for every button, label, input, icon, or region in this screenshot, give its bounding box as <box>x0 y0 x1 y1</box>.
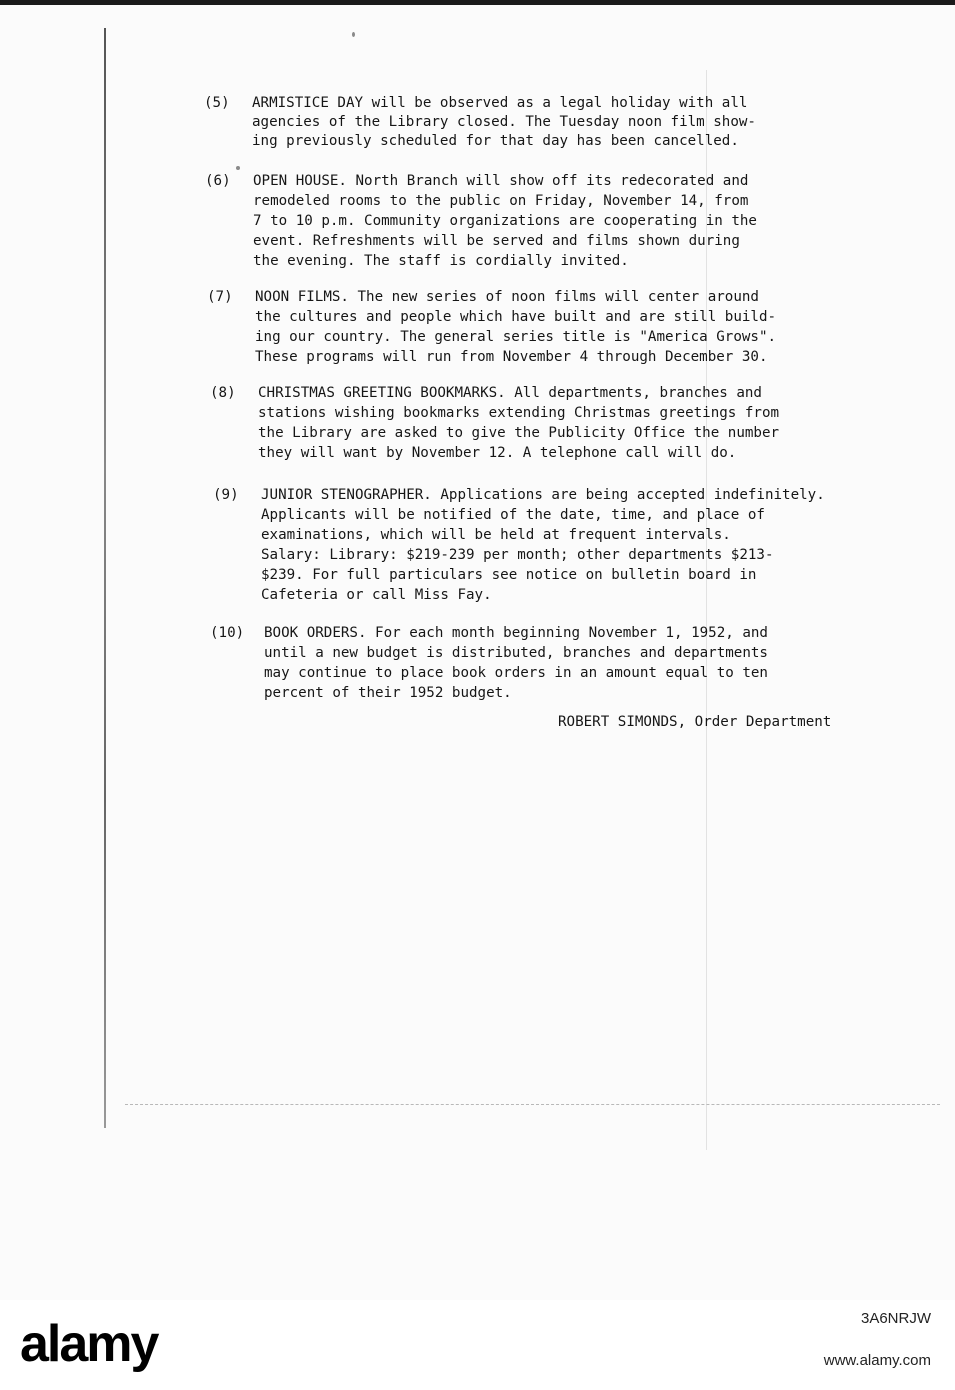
left-margin-rule <box>104 28 106 1128</box>
site-url: www.alamy.com <box>823 1352 931 1369</box>
item-text-line: NOON FILMS. The new series of noon films will center around <box>255 289 759 305</box>
item-text-line: they will want by November 12. A telephone call will do. <box>258 445 737 461</box>
item-text-line: 7 to 10 p.m. Community organizations are cooperating in the <box>253 213 757 229</box>
item-text-line: JUNIOR STENOGRAPHER. Applications are being accepted indefinitely. <box>261 487 825 503</box>
top-edge-rule <box>0 0 955 5</box>
item-number: (8) <box>210 385 236 401</box>
item-text-line: Applicants will be notified of the date, time, and place of <box>261 507 765 523</box>
item-text-line: the Library are asked to give the Publicity Office the number <box>258 425 780 441</box>
image-code: 3A6NRJW <box>860 1310 931 1327</box>
item-text-line: stations wishing bookmarks extending Christmas greetings from <box>258 405 780 421</box>
item-text-line: These programs will run from November 4 through December 30. <box>255 349 768 365</box>
item-text-line: $239. For full particulars see notice on bulletin board in <box>261 567 757 583</box>
item-text-line: ARMISTICE DAY will be observed as a legal holiday with all <box>252 95 748 111</box>
item-text-line: remodeled rooms to the public on Friday, November 14, from <box>253 193 749 209</box>
item-text-line: until a new budget is distributed, branches and departments <box>264 645 768 661</box>
scan-speck <box>352 32 355 37</box>
item-number: (5) <box>204 95 230 111</box>
stock-footer <box>0 1300 955 1390</box>
signature-line: ROBERT SIMONDS, Order Department <box>558 714 832 730</box>
item-number: (10) <box>210 625 245 641</box>
item-text-line: OPEN HOUSE. North Branch will show off its redecorated and <box>253 173 749 189</box>
item-text-line: the cultures and people which have built and are still build- <box>255 309 777 325</box>
scan-speck <box>236 166 240 170</box>
item-text-line: Cafeteria or call Miss Fay. <box>261 587 492 603</box>
item-text-line: examinations, which will be held at frequent intervals. <box>261 527 731 543</box>
bottom-dashed-rule <box>125 1104 940 1105</box>
item-text-line: event. Refreshments will be served and films shown during <box>253 233 740 249</box>
item-text-line: ing previously scheduled for that day has been cancelled. <box>252 133 739 149</box>
item-text-line: percent of their 1952 budget. <box>264 685 512 701</box>
item-text-line: agencies of the Library closed. The Tuesday noon film show- <box>252 114 756 130</box>
item-text-line: Salary: Library: $219-239 per month; other departments $213- <box>261 547 774 563</box>
item-number: (9) <box>213 487 239 503</box>
alamy-logo: alamy <box>20 1315 158 1373</box>
item-text-line: CHRISTMAS GREETING BOOKMARKS. All departments, branches and <box>258 385 762 401</box>
item-text-line: BOOK ORDERS. For each month beginning November 1, 1952, and <box>264 625 768 641</box>
item-text-line: ing our country. The general series title is "America Grows". <box>255 329 777 345</box>
item-number: (7) <box>207 289 233 305</box>
item-text-line: the evening. The staff is cordially invited. <box>253 253 629 269</box>
item-number: (6) <box>205 173 231 189</box>
item-text-line: may continue to place book orders in an amount equal to ten <box>264 665 768 681</box>
